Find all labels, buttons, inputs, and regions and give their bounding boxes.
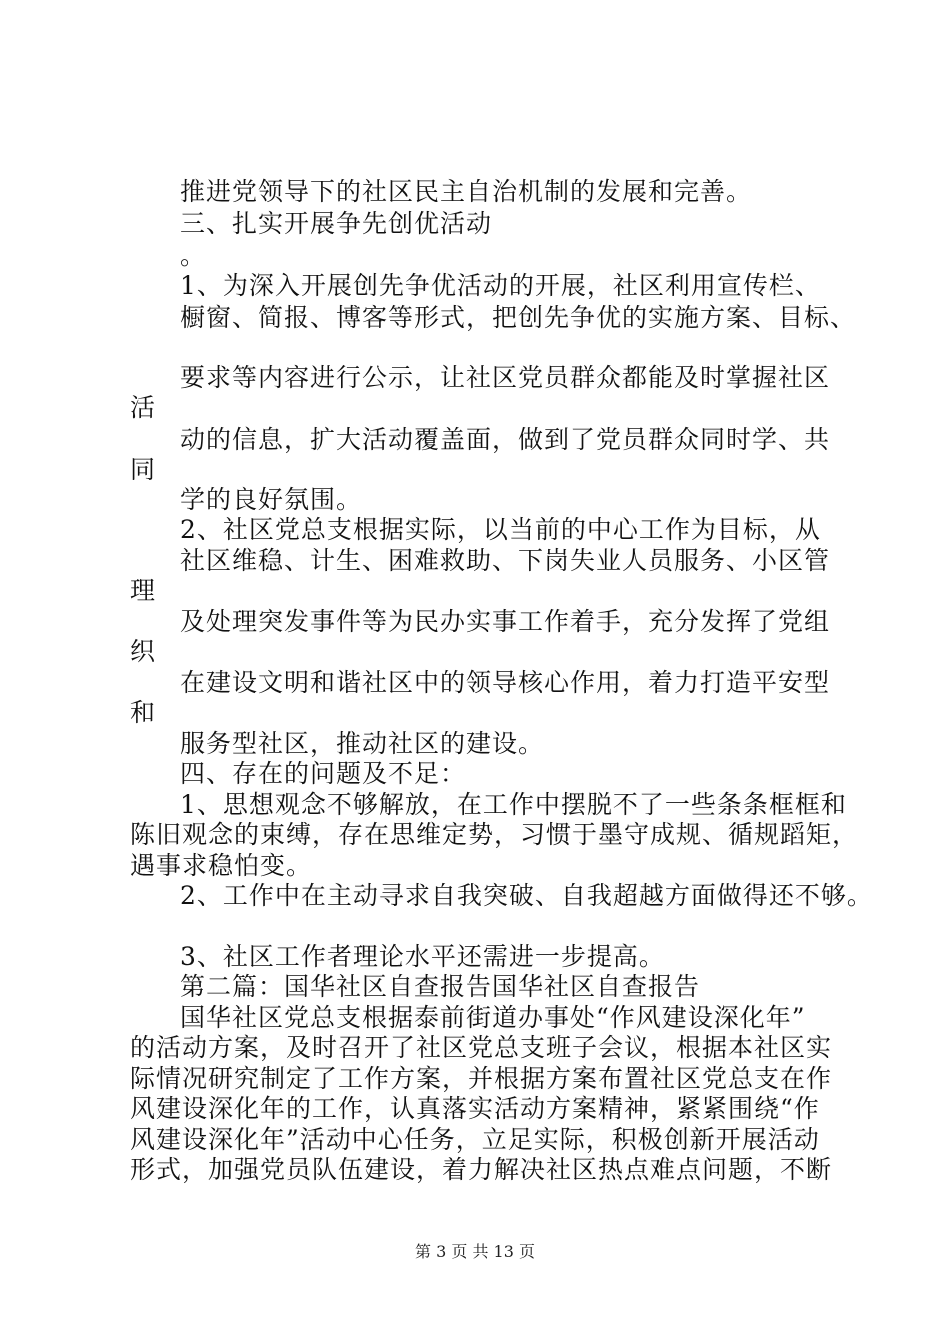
text-line: 橱窗、简报、博客等形式，把创先争优的实施方案、目标、 — [180, 303, 857, 332]
text-line: 和 — [130, 698, 157, 727]
text-line: 遇事求稳怕变。 — [130, 851, 313, 880]
text-line: 推进党领导下的社区民主自治机制的发展和完善。 — [180, 177, 753, 206]
text-line: 陈旧观念的束缚，存在思维定势，习惯于墨守成规、循规蹈矩， — [130, 820, 859, 849]
text-line: 社区维稳、计生、困难救助、下岗失业人员服务、小区管 — [180, 546, 831, 575]
section-heading: 三、扎实开展争先创优活动 — [180, 209, 493, 238]
text-line: 活 — [130, 393, 157, 422]
text-line: 际情况研究制定了工作方案，并根据方案布置社区党总支在作 — [130, 1064, 833, 1093]
text-line: 同 — [130, 455, 157, 484]
text-line: 国华社区党总支根据泰前街道办事处“作风建设深化年” — [180, 1003, 806, 1032]
chapter-heading: 第二篇：国华社区自查报告国华社区自查报告 — [180, 972, 701, 1001]
text-line: 要求等内容进行公示，让社区党员群众都能及时掌握社区 — [180, 363, 831, 392]
text-line: 。 — [180, 241, 207, 270]
text-line: 形式，加强党员队伍建设，着力解决社区热点难点问题，不断 — [130, 1155, 833, 1184]
text-line: 动的信息，扩大活动覆盖面，做到了党员群众同时学、共 — [180, 425, 831, 454]
text-line: 3、社区工作者理论水平还需进一步提高。 — [180, 942, 665, 971]
text-line: 风建设深化年”活动中心任务，立足实际，积极创新开展活动 — [130, 1125, 820, 1154]
text-line: 织 — [130, 637, 157, 666]
text-line: 及处理突发事件等为民办实事工作着手，充分发挥了党组 — [180, 607, 831, 636]
text-line: 2、工作中在主动寻求自我突破、自我超越方面做得还不够。 — [180, 881, 873, 910]
text-line: 的活动方案，及时召开了社区党总支班子会议，根据本社区实 — [130, 1033, 833, 1062]
text-line: 理 — [130, 576, 157, 605]
text-line: 风建设深化年的工作，认真落实活动方案精神，紧紧围绕“作 — [130, 1094, 820, 1123]
text-line: 学的良好氛围。 — [180, 485, 363, 514]
text-line: 在建设文明和谐社区中的领导核心作用，着力打造平安型 — [180, 668, 831, 697]
section-heading: 四、存在的问题及不足： — [180, 759, 467, 788]
text-line: 服务型社区，推动社区的建设。 — [180, 729, 545, 758]
text-line: 1、为深入开展创先争优活动的开展，社区利用宣传栏、 — [180, 271, 821, 300]
page-footer: 第 3 页 共 13 页 — [415, 1242, 535, 1261]
text-line: 1、思想观念不够解放，在工作中摆脱不了一些条条框框和 — [180, 790, 847, 819]
text-line: 2、社区党总支根据实际，以当前的中心工作为目标，从 — [180, 515, 821, 544]
